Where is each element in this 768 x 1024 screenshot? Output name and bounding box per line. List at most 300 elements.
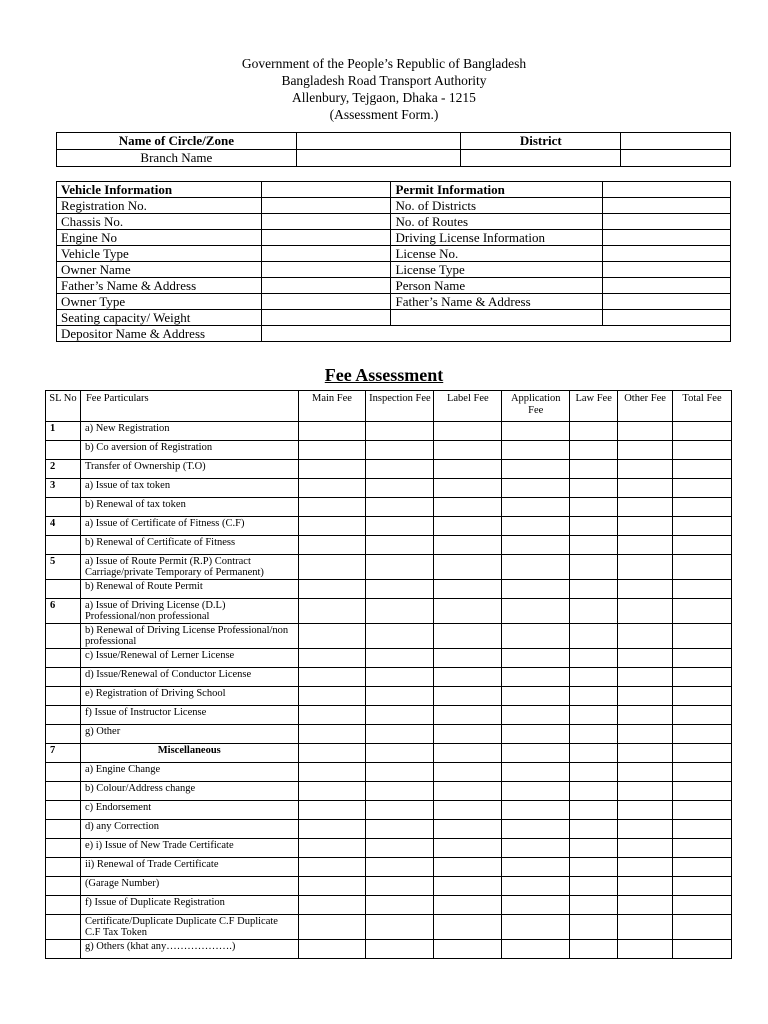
fee-row	[46, 839, 732, 858]
fee-cell-total[interactable]	[673, 555, 732, 580]
fee-cell-main[interactable]	[298, 580, 366, 599]
permit-field-label: No. of Districts	[391, 198, 603, 214]
fee-cell-law[interactable]	[570, 649, 618, 668]
fee-cell-main[interactable]	[298, 896, 366, 915]
info-row	[57, 214, 731, 230]
fee-cell-main[interactable]	[298, 536, 366, 555]
fee-row-sl: 2	[46, 460, 81, 479]
fee-cell-main[interactable]	[298, 725, 366, 744]
fee-cell-application[interactable]	[502, 706, 570, 725]
fee-cell-total[interactable]	[673, 896, 732, 915]
fee-cell-total[interactable]	[673, 687, 732, 706]
fee-cell-inspection[interactable]	[366, 896, 434, 915]
fee-cell-label[interactable]	[434, 896, 502, 915]
fee-cell-label[interactable]	[434, 940, 502, 959]
fee-cell-inspection[interactable]	[366, 649, 434, 668]
fee-cell-inspection[interactable]	[366, 460, 434, 479]
fee-cell-inspection[interactable]	[366, 441, 434, 460]
info-header-row	[57, 182, 731, 198]
fee-row-particular: c) Issue/Renewal of Lerner License	[80, 649, 298, 668]
fee-cell-main[interactable]	[298, 441, 366, 460]
fee-row-sl	[46, 801, 81, 820]
fee-cell-application[interactable]	[502, 498, 570, 517]
fee-cell-application[interactable]	[502, 858, 570, 877]
col-application-fee: Application Fee	[502, 391, 570, 422]
fee-cell-total[interactable]	[673, 460, 732, 479]
fee-cell-application[interactable]	[502, 599, 570, 624]
branch-extra-cell[interactable]	[461, 150, 621, 167]
fee-cell-application[interactable]	[502, 820, 570, 839]
fee-cell-main[interactable]	[298, 668, 366, 687]
fee-cell-label[interactable]	[434, 580, 502, 599]
fee-row-particular: b) Renewal of Driving License Professional/non professional	[80, 624, 298, 649]
fee-row-sl	[46, 782, 81, 801]
fee-cell-other[interactable]	[618, 896, 673, 915]
header-government: Government of the People’s Republic of Bangladesh	[241, 56, 527, 71]
fee-cell-other[interactable]	[618, 820, 673, 839]
permit-field-value[interactable]	[603, 230, 731, 246]
fee-cell-other[interactable]	[618, 498, 673, 517]
vehicle-field-value[interactable]	[261, 262, 391, 278]
fee-cell-other[interactable]	[618, 940, 673, 959]
fee-row	[46, 649, 732, 668]
fee-row-particular: d) any Correction	[80, 820, 298, 839]
fee-cell-inspection[interactable]	[366, 536, 434, 555]
fee-cell-application[interactable]	[502, 801, 570, 820]
fee-cell-total[interactable]	[673, 580, 732, 599]
fee-cell-main[interactable]	[298, 706, 366, 725]
fee-cell-inspection[interactable]	[366, 782, 434, 801]
fee-cell-label[interactable]	[434, 668, 502, 687]
fee-cell-main[interactable]	[298, 839, 366, 858]
fee-row-sl: 3	[46, 479, 81, 498]
info-row	[57, 278, 731, 294]
fee-cell-application[interactable]	[502, 517, 570, 536]
fee-cell-other[interactable]	[618, 460, 673, 479]
header-address: Allenbury, Tejgaon, Dhaka - 1215	[292, 90, 476, 105]
fee-row-sl	[46, 915, 81, 940]
fee-cell-main[interactable]	[298, 801, 366, 820]
fee-cell-main[interactable]	[298, 479, 366, 498]
fee-cell-inspection[interactable]	[366, 668, 434, 687]
fee-cell-application[interactable]	[502, 422, 570, 441]
fee-cell-other[interactable]	[618, 517, 673, 536]
fee-cell-total[interactable]	[673, 858, 732, 877]
permit-field-value[interactable]	[603, 294, 731, 310]
fee-cell-other[interactable]	[618, 624, 673, 649]
fee-cell-other[interactable]	[618, 877, 673, 896]
fee-cell-inspection[interactable]	[366, 599, 434, 624]
fee-cell-other[interactable]	[618, 706, 673, 725]
fee-cell-other[interactable]	[618, 801, 673, 820]
fee-cell-other[interactable]	[618, 782, 673, 801]
fee-cell-total[interactable]	[673, 725, 732, 744]
fee-row	[46, 940, 732, 959]
fee-cell-inspection[interactable]	[366, 763, 434, 782]
vehicle-field-value[interactable]	[261, 198, 391, 214]
col-inspection-fee: Inspection Fee	[366, 391, 434, 422]
fee-cell-main[interactable]	[298, 763, 366, 782]
fee-row-sl: 6	[46, 599, 81, 624]
fee-cell-application[interactable]	[502, 668, 570, 687]
fee-cell-label[interactable]	[434, 624, 502, 649]
fee-cell-other[interactable]	[618, 858, 673, 877]
fee-cell-application[interactable]	[502, 624, 570, 649]
fee-cell-inspection[interactable]	[366, 517, 434, 536]
fee-cell-total[interactable]	[673, 624, 732, 649]
fee-row	[46, 580, 732, 599]
fee-cell-application[interactable]	[502, 649, 570, 668]
fee-cell-total[interactable]	[673, 422, 732, 441]
fee-row-particular: a) Issue of Route Permit (R.P) Contract Carriage/private Temporary of Permanent)	[80, 555, 298, 580]
fee-cell-inspection[interactable]	[366, 744, 434, 763]
fee-cell-inspection[interactable]	[366, 687, 434, 706]
fee-cell-law[interactable]	[570, 599, 618, 624]
vehicle-info-blank	[261, 182, 391, 198]
fee-cell-label[interactable]	[434, 801, 502, 820]
fee-cell-other[interactable]	[618, 555, 673, 580]
fee-cell-application[interactable]	[502, 877, 570, 896]
fee-row-sl: 4	[46, 517, 81, 536]
fee-cell-total[interactable]	[673, 479, 732, 498]
fee-cell-total[interactable]	[673, 599, 732, 624]
fee-cell-total[interactable]	[673, 763, 732, 782]
fee-cell-label[interactable]	[434, 687, 502, 706]
fee-cell-inspection[interactable]	[366, 580, 434, 599]
fee-row-particular: b) Renewal of Route Permit	[80, 580, 298, 599]
fee-cell-total[interactable]	[673, 915, 732, 940]
fee-cell-total[interactable]	[673, 706, 732, 725]
fee-cell-law[interactable]	[570, 536, 618, 555]
fee-row-particular: ii) Renewal of Trade Certificate	[80, 858, 298, 877]
permit-field-label: License Type	[391, 262, 603, 278]
fee-cell-label[interactable]	[434, 460, 502, 479]
fee-row-particular: c) Endorsement	[80, 801, 298, 820]
fee-cell-main[interactable]	[298, 498, 366, 517]
fee-cell-application[interactable]	[502, 839, 570, 858]
fee-cell-main[interactable]	[298, 517, 366, 536]
fee-cell-law[interactable]	[570, 820, 618, 839]
branch-name-value[interactable]	[296, 150, 461, 167]
fee-row-sl	[46, 706, 81, 725]
fee-cell-main[interactable]	[298, 624, 366, 649]
fee-cell-main[interactable]	[298, 744, 366, 763]
fee-cell-main[interactable]	[298, 422, 366, 441]
fee-row-particular: b) Renewal of tax token	[80, 498, 298, 517]
fee-cell-law[interactable]	[570, 687, 618, 706]
fee-cell-total[interactable]	[673, 877, 732, 896]
fee-cell-main[interactable]	[298, 555, 366, 580]
vehicle-field-value[interactable]	[261, 230, 391, 246]
fee-cell-law[interactable]	[570, 668, 618, 687]
col-sl: SL No	[46, 391, 81, 422]
fee-cell-inspection[interactable]	[366, 801, 434, 820]
fee-row-sl	[46, 725, 81, 744]
fee-cell-label[interactable]	[434, 744, 502, 763]
fee-row	[46, 460, 732, 479]
fee-cell-application[interactable]	[502, 896, 570, 915]
fee-cell-other[interactable]	[618, 599, 673, 624]
fee-cell-main[interactable]	[298, 915, 366, 940]
fee-cell-inspection[interactable]	[366, 839, 434, 858]
fee-cell-application[interactable]	[502, 725, 570, 744]
permit-field-value[interactable]	[603, 278, 731, 294]
fee-assessment-title: Fee Assessment	[324, 365, 444, 385]
header-form-type: (Assessment Form.)	[329, 107, 439, 122]
fee-row-sl	[46, 441, 81, 460]
vehicle-field-label: Chassis No.	[57, 214, 262, 230]
fee-cell-application[interactable]	[502, 536, 570, 555]
fee-cell-other[interactable]	[618, 744, 673, 763]
fee-cell-other[interactable]	[618, 580, 673, 599]
fee-cell-application[interactable]	[502, 580, 570, 599]
fee-cell-label[interactable]	[434, 517, 502, 536]
branch-extra-cell-2[interactable]	[621, 150, 731, 167]
fee-cell-main[interactable]	[298, 687, 366, 706]
fee-cell-other[interactable]	[618, 839, 673, 858]
fee-cell-law[interactable]	[570, 940, 618, 959]
fee-cell-label[interactable]	[434, 915, 502, 940]
fee-cell-label[interactable]	[434, 839, 502, 858]
fee-row-particular: b) Colour/Address change	[80, 782, 298, 801]
fee-cell-other[interactable]	[618, 422, 673, 441]
fee-row	[46, 498, 732, 517]
fee-cell-label[interactable]	[434, 649, 502, 668]
fee-cell-total[interactable]	[673, 536, 732, 555]
fee-cell-inspection[interactable]	[366, 820, 434, 839]
fee-cell-law[interactable]	[570, 441, 618, 460]
fee-cell-label[interactable]	[434, 441, 502, 460]
fee-cell-inspection[interactable]	[366, 555, 434, 580]
fee-row	[46, 479, 732, 498]
fee-cell-other[interactable]	[618, 725, 673, 744]
fee-cell-inspection[interactable]	[366, 706, 434, 725]
fee-cell-main[interactable]	[298, 820, 366, 839]
fee-cell-other[interactable]	[618, 668, 673, 687]
info-row	[57, 198, 731, 214]
permit-empty-cell	[391, 310, 603, 326]
fee-cell-label[interactable]	[434, 498, 502, 517]
circle-name-value[interactable]	[296, 133, 461, 150]
fee-row-sl: 5	[46, 555, 81, 580]
permit-field-label: Father’s Name & Address	[391, 294, 603, 310]
fee-row-sl	[46, 580, 81, 599]
fee-cell-label[interactable]	[434, 479, 502, 498]
col-total-fee: Total Fee	[673, 391, 732, 422]
permit-field-value[interactable]	[603, 198, 731, 214]
col-label-fee: Label Fee	[434, 391, 502, 422]
fee-cell-label[interactable]	[434, 782, 502, 801]
fee-cell-inspection[interactable]	[366, 858, 434, 877]
fee-cell-application[interactable]	[502, 915, 570, 940]
vehicle-field-value[interactable]	[261, 294, 391, 310]
fee-cell-law[interactable]	[570, 782, 618, 801]
fee-cell-total[interactable]	[673, 820, 732, 839]
fee-cell-total[interactable]	[673, 839, 732, 858]
fee-cell-law[interactable]	[570, 498, 618, 517]
permit-empty-cell	[603, 310, 731, 326]
fee-row	[46, 915, 732, 940]
info-row	[57, 262, 731, 278]
depositor-value[interactable]	[261, 326, 730, 342]
fee-row-sl	[46, 687, 81, 706]
permit-field-value[interactable]	[603, 214, 731, 230]
fee-row-sl	[46, 536, 81, 555]
fee-cell-label[interactable]	[434, 422, 502, 441]
fee-cell-application[interactable]	[502, 763, 570, 782]
fee-row	[46, 441, 732, 460]
fee-cell-total[interactable]	[673, 782, 732, 801]
fee-cell-inspection[interactable]	[366, 915, 434, 940]
fee-cell-main[interactable]	[298, 460, 366, 479]
fee-cell-main[interactable]	[298, 940, 366, 959]
fee-cell-law[interactable]	[570, 624, 618, 649]
fee-cell-other[interactable]	[618, 763, 673, 782]
fee-cell-label[interactable]	[434, 555, 502, 580]
fee-cell-law[interactable]	[570, 858, 618, 877]
fee-row	[46, 687, 732, 706]
circle-table	[56, 132, 731, 167]
fee-cell-label[interactable]	[434, 877, 502, 896]
fee-row-particular: a) Issue of Driving License (D.L) Professional/non professional	[80, 599, 298, 624]
fee-cell-law[interactable]	[570, 422, 618, 441]
fee-cell-law[interactable]	[570, 801, 618, 820]
fee-assessment-table	[45, 390, 732, 959]
header-authority: Bangladesh Road Transport Authority	[281, 73, 487, 88]
fee-cell-main[interactable]	[298, 782, 366, 801]
permit-field-value[interactable]	[603, 262, 731, 278]
fee-cell-inspection[interactable]	[366, 624, 434, 649]
fee-cell-application[interactable]	[502, 460, 570, 479]
vehicle-field-value[interactable]	[261, 310, 391, 326]
fee-cell-law[interactable]	[570, 479, 618, 498]
fee-cell-label[interactable]	[434, 725, 502, 744]
fee-cell-total[interactable]	[673, 744, 732, 763]
fee-cell-law[interactable]	[570, 460, 618, 479]
district-label: District	[461, 133, 621, 150]
vehicle-field-value[interactable]	[261, 246, 391, 262]
fee-cell-total[interactable]	[673, 498, 732, 517]
fee-cell-label[interactable]	[434, 763, 502, 782]
fee-cell-application[interactable]	[502, 744, 570, 763]
vehicle-field-label: Father’s Name & Address	[57, 278, 262, 294]
vehicle-field-label: Owner Type	[57, 294, 262, 310]
fee-cell-main[interactable]	[298, 877, 366, 896]
fee-cell-law[interactable]	[570, 706, 618, 725]
fee-cell-main[interactable]	[298, 649, 366, 668]
fee-row-particular: g) Others (khat any……………….)	[80, 940, 298, 959]
info-row	[57, 310, 731, 326]
fee-cell-law[interactable]	[570, 839, 618, 858]
circle-name-label: Name of Circle/Zone	[57, 133, 297, 150]
fee-cell-label[interactable]	[434, 858, 502, 877]
fee-cell-other[interactable]	[618, 649, 673, 668]
fee-cell-law[interactable]	[570, 517, 618, 536]
vehicle-field-value[interactable]	[261, 278, 391, 294]
fee-cell-total[interactable]	[673, 801, 732, 820]
fee-row-particular: f) Issue of Instructor License	[80, 706, 298, 725]
fee-row-sl	[46, 763, 81, 782]
fee-cell-other[interactable]	[618, 479, 673, 498]
fee-cell-other[interactable]	[618, 687, 673, 706]
fee-cell-total[interactable]	[673, 517, 732, 536]
fee-cell-inspection[interactable]	[366, 877, 434, 896]
fee-cell-law[interactable]	[570, 725, 618, 744]
fee-row-sl	[46, 624, 81, 649]
fee-row-particular: d) Issue/Renewal of Conductor License	[80, 668, 298, 687]
fee-cell-label[interactable]	[434, 706, 502, 725]
fee-row-particular: Certificate/Duplicate Duplicate C.F Duplicate C.F Tax Token	[80, 915, 298, 940]
fee-row	[46, 599, 732, 624]
fee-cell-application[interactable]	[502, 940, 570, 959]
fee-cell-main[interactable]	[298, 599, 366, 624]
fee-row-particular: a) Engine Change	[80, 763, 298, 782]
fee-cell-label[interactable]	[434, 599, 502, 624]
vehicle-field-value[interactable]	[261, 214, 391, 230]
fee-cell-total[interactable]	[673, 441, 732, 460]
fee-cell-inspection[interactable]	[366, 422, 434, 441]
fee-cell-total[interactable]	[673, 649, 732, 668]
fee-cell-application[interactable]	[502, 687, 570, 706]
fee-row-sl	[46, 498, 81, 517]
fee-cell-application[interactable]	[502, 782, 570, 801]
fee-cell-law[interactable]	[570, 744, 618, 763]
fee-cell-total[interactable]	[673, 668, 732, 687]
district-value[interactable]	[621, 133, 731, 150]
fee-row-sl	[46, 668, 81, 687]
fee-row	[46, 555, 732, 580]
fee-cell-law[interactable]	[570, 763, 618, 782]
fee-row-particular: b) Co aversion of Registration	[80, 441, 298, 460]
fee-row	[46, 706, 732, 725]
fee-cell-law[interactable]	[570, 580, 618, 599]
fee-row	[46, 782, 732, 801]
fee-cell-inspection[interactable]	[366, 498, 434, 517]
fee-cell-other[interactable]	[618, 441, 673, 460]
info-row	[57, 294, 731, 310]
permit-field-value[interactable]	[603, 246, 731, 262]
fee-row-particular: a) Issue of Certificate of Fitness (C.F)	[80, 517, 298, 536]
fee-cell-main[interactable]	[298, 858, 366, 877]
fee-cell-total[interactable]	[673, 940, 732, 959]
info-row	[57, 230, 731, 246]
fee-cell-law[interactable]	[570, 877, 618, 896]
fee-cell-law[interactable]	[570, 555, 618, 580]
fee-cell-application[interactable]	[502, 441, 570, 460]
vehicle-info-title: Vehicle Information	[57, 182, 262, 198]
fee-cell-inspection[interactable]	[366, 940, 434, 959]
fee-cell-label[interactable]	[434, 536, 502, 555]
fee-cell-inspection[interactable]	[366, 725, 434, 744]
fee-cell-other[interactable]	[618, 536, 673, 555]
fee-cell-application[interactable]	[502, 479, 570, 498]
fee-cell-inspection[interactable]	[366, 479, 434, 498]
depositor-row	[57, 326, 731, 342]
fee-row	[46, 801, 732, 820]
fee-row	[46, 517, 732, 536]
permit-field-label: No. of Routes	[391, 214, 603, 230]
fee-cell-law[interactable]	[570, 896, 618, 915]
fee-row	[46, 877, 732, 896]
fee-cell-label[interactable]	[434, 820, 502, 839]
permit-info-title: Permit Information	[391, 182, 603, 198]
fee-cell-application[interactable]	[502, 555, 570, 580]
vehicle-permit-table	[56, 181, 731, 342]
fee-row-particular: (Garage Number)	[80, 877, 298, 896]
fee-cell-law[interactable]	[570, 915, 618, 940]
branch-name-label: Branch Name	[57, 150, 297, 167]
fee-cell-other[interactable]	[618, 915, 673, 940]
